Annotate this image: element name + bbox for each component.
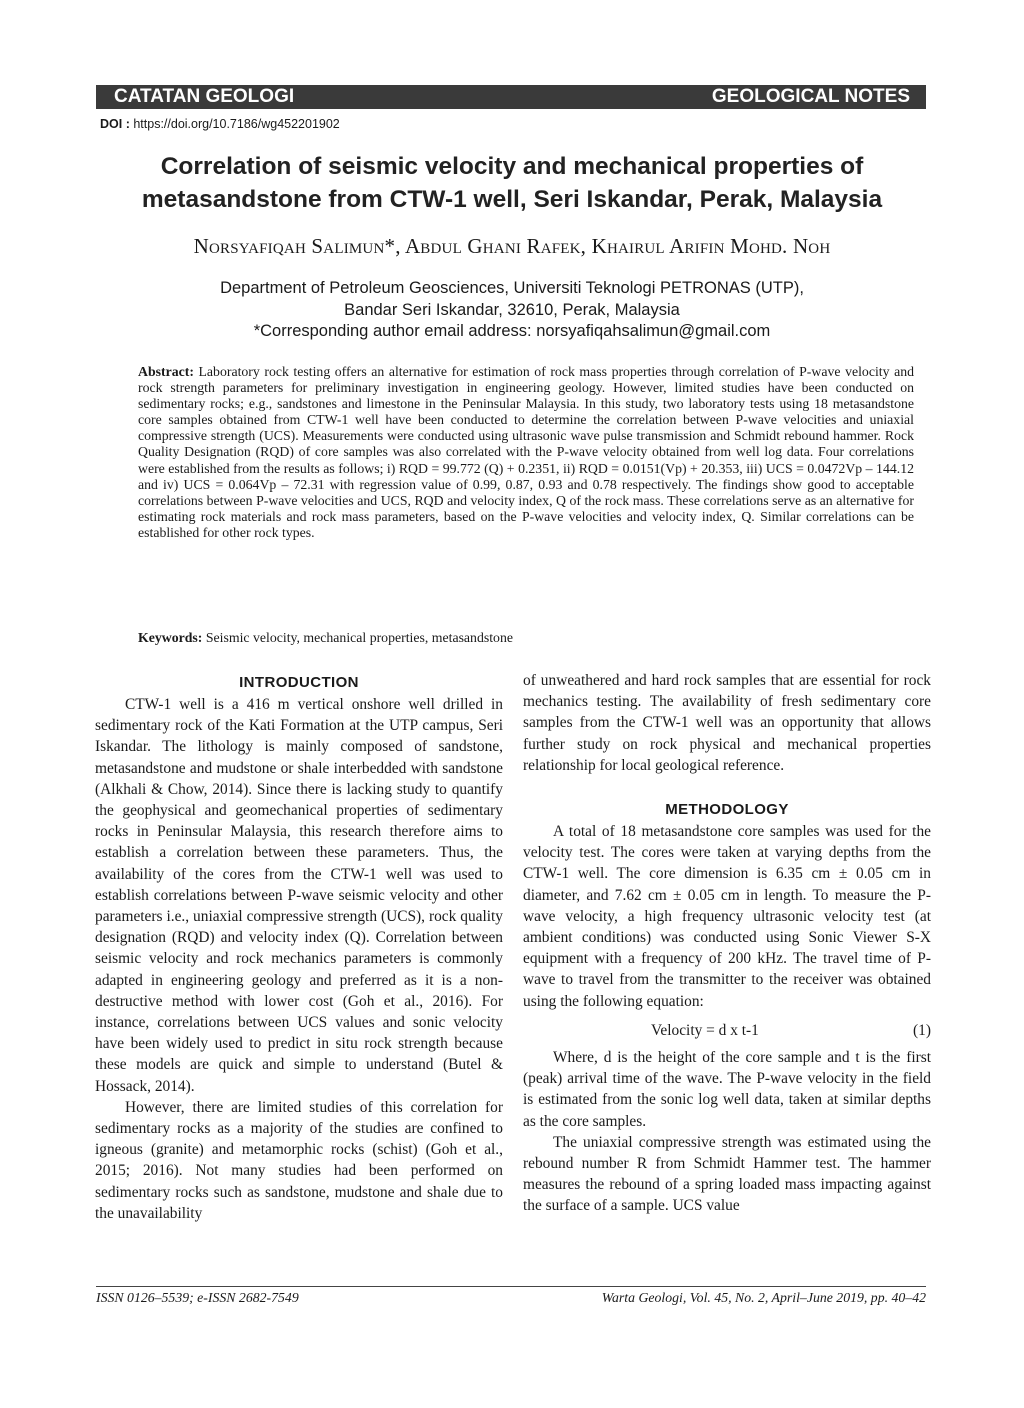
footer-rule — [96, 1286, 926, 1287]
paper-authors: Norsyafiqah Salimun*, Abdul Ghani Rafek, Khairul Arifin Mohd. Noh — [193, 234, 831, 258]
introduction-heading: INTRODUCTION — [239, 674, 359, 691]
header-left-label: CATATAN GEOLOGI — [114, 86, 295, 107]
corresponding-author-line: *Corresponding author email address: norsyafiqahsalimun@gmail.com — [253, 322, 771, 340]
abstract-text: Laboratory rock testing offers an alternative for estimation of rock mass properties through correlation of P-wave velocity and rock strength parameters for preliminary investigation in engineering geology. However, limited studies have been conducted on sedimentary rocks; e.g., sandstones and limestone in the Peninsular Malaysia. In this study, two laboratory tests using 18 metasandstone core samples obtained from CTW-1 well have been conducted to determine the correlation between P-wave velocities and uniaxial compressive strength (UCS). Measurements were conducted using ultrasonic wave pulse transmission and Schmidt rebound hammer. Rock Quality Designation (RQD) of core samples was also correlated with the P-wave velocity obtained from well log data. Four correlations were established from the results as follows; i) RQD = 99.772 (Q) + 0.2351, ii) RQD = 0.0151(Vp) + 20.353, iii) UCS = 0.0472Vp – 144.12 and iv) UCS = 0.064Vp – 72.31 with regression value of 0.99, 0.87, 0.93 and 0.78 respectively. The findings show good to acceptable correlations between P-wave velocities and UCS, RQD and velocity index, Q of the rock mass. These correlations serve as an alternative for estimating rock materials and rock mass parameters, based on the P-wave velocities and velocity index, Q. Similar correlations can be established for other rock types. — [138, 364, 914, 540]
journal-header-band — [96, 85, 926, 109]
footer-citation: Warta Geologi, Vol. 45, No. 2, April–June 2019, pp. 40–42 — [601, 1290, 926, 1305]
section-spacer — [523, 776, 931, 797]
left-column — [95, 670, 503, 1224]
methodology-heading: METHODOLOGY — [665, 801, 789, 819]
equation-expression: Velocity = d x t-1 — [651, 1021, 759, 1039]
paper-title: Correlation of seismic velocity and mechanical properties of metasandstone from CTW-1 well, Seri Iskandar, Perak, Malaysia — [141, 153, 883, 213]
header-right-label: GEOLOGICAL NOTES — [711, 86, 910, 107]
methodology-paragraph-1: A total of 18 metasandstone core samples was used for the velocity test. The cores were taken at varying depths from the CTW-1 well. The core dimension is 6.35 cm ± 0.05 cm in diameter, and 7.62 cm ± 0.05 cm in length. To measure the P-wave velocity, a high frequency ultrasonic velocity test (at ambient conditions) was conducted using Sonic Viewer S-X equipment with a frequency of 200 kHz. The travel time of P-wave to travel from the transmitter to the receiver was obtained using the following equation: — [523, 823, 931, 1010]
equation-1 — [523, 1020, 931, 1041]
keywords — [138, 630, 914, 646]
abstract — [138, 364, 914, 541]
doi-label: DOI : — [100, 117, 130, 131]
footer-issn: ISSN 0126–5539; e-ISSN 2682-7549 — [96, 1290, 299, 1305]
introduction-paragraph-2: However, there are limited studies of this correlation for sedimentary rocks as a majority of the studies are confined to igneous (granite) and metamorphic rocks (schist) (Goh et al., 2015; 2016). Not many studies had been performed on sedimentary rocks such as sandstone, mudstone and shale due to the unavailability — [95, 1098, 503, 1222]
abstract-label: Abstract: — [138, 364, 194, 379]
keywords-text: Seismic velocity, mechanical properties, metasandstone — [205, 630, 513, 645]
affiliation-line-2: Bandar Seri Iskandar, 32610, Perak, Malaysia — [344, 300, 680, 319]
keywords-label: Keywords: — [138, 630, 203, 645]
equation-number: (1) — [913, 1021, 931, 1039]
affiliation-block — [160, 278, 864, 343]
methodology-paragraph-2: Where, d is the height of the core sample and t is the first (peak) arrival time of the wave. The P-wave velocity in the field is estimated from the sonic log well data, taken at similar depths as the core samples. — [523, 1049, 931, 1130]
methodology-paragraph-3: The uniaxial compressive strength was estimated using the rebound number R from Schmidt Hammer test. The hammer measures the rebound of a spring loaded mass impacting against the surface of a sample. UCS value — [523, 1133, 931, 1215]
introduction-paragraph-3: of unweathered and hard rock samples that are essential for rock mechanics testing. The availability of fresh sedimentary core samples from the CTW-1 well was an opportunity that allows further study on rock physical and mechanical properties relationship for local geological reference. — [523, 672, 931, 774]
affiliation-line-1: Department of Petroleum Geosciences, Universiti Teknologi PETRONAS (UTP), — [220, 279, 804, 297]
right-column — [523, 670, 931, 1217]
doi-link[interactable]: https://doi.org/10.7186/wg452201902 — [133, 117, 340, 131]
introduction-paragraph-1: CTW-1 well is a 416 m vertical onshore well drilled in sedimentary rock of the Kati Formation at the UTP campus, Seri Iskandar. The lithology is mainly composed of sandstone, metasandstone and mudstone or shale interbedded with sandstone (Alkhali & Chow, 2014). Since there is lacking study to quantify the geophysical and geomechanical properties of sedimentary rocks in Peninsular Malaysia, this research therefore aims to establish a correlation between these parameters. Thus, the availability of the cores from the CTW-1 well was used to establish correlations between P-wave seismic velocity and other parameters i.e., uniaxial compressive strength (UCS), rock quality designation (RQD) and velocity index (Q). Correlation between seismic velocity and rock mechanics parameters is commonly adapted in engineering geology and preferred as it is a non-destructive method with lower cost (Goh et al., 2016). For instance, correlations between UCS values and sonic velocity have been widely used to predict in situ rock strength because these models are quick and simple to understand (Butel & Hossack, 2014). — [95, 696, 503, 1095]
doi-line — [100, 117, 340, 131]
